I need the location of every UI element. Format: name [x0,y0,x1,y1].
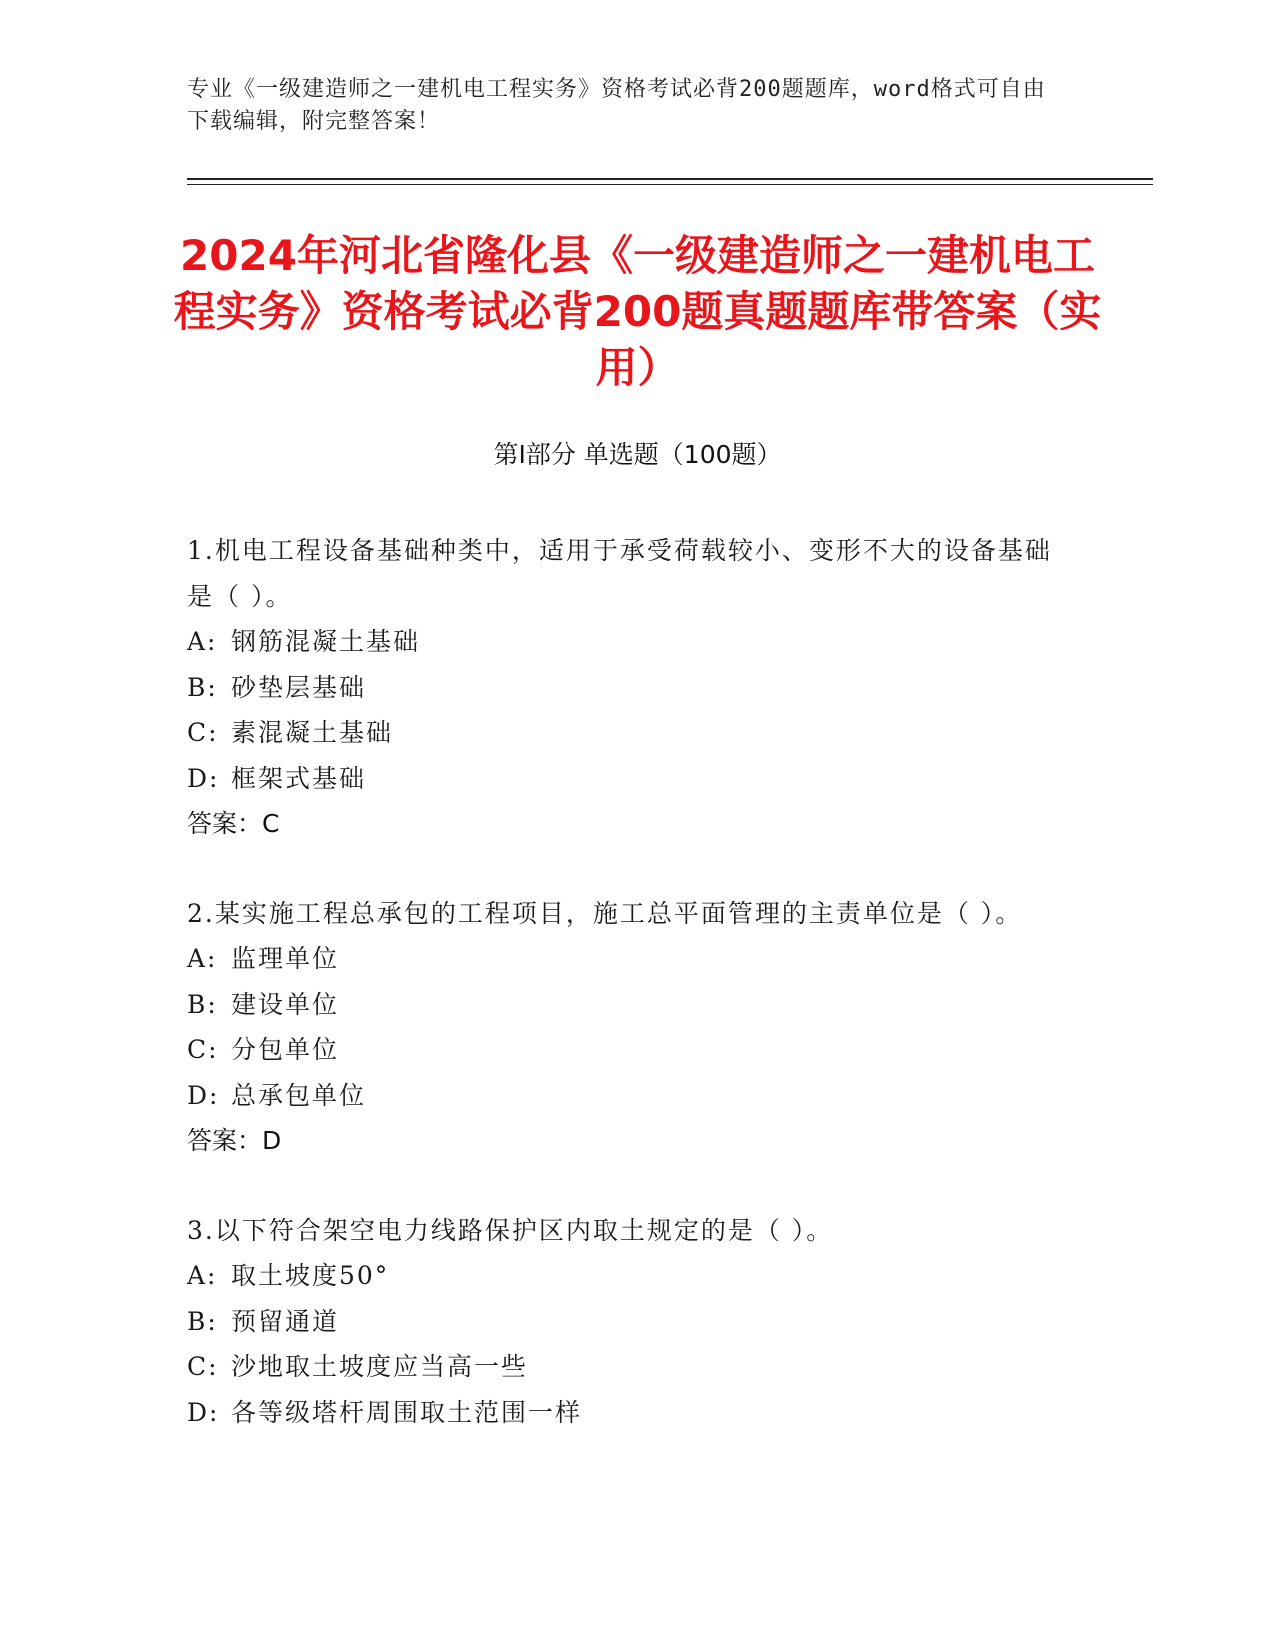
option-c [187,710,1067,756]
option-text: 分包单位 [231,1035,340,1064]
question-item [187,891,1067,1164]
option-text: 砂垫层基础 [231,672,367,702]
option-a [187,936,1067,982]
option-letter: C: [187,1035,219,1064]
question-item [187,528,1067,847]
option-letter: B: [187,1306,218,1336]
option-letter: C: [187,1352,219,1381]
option-letter: B: [187,672,218,702]
option-text: 建设单位 [231,989,340,1019]
option-letter: A: [187,627,218,656]
question-item [187,1208,1067,1436]
answer-line: 答案：D [187,1126,282,1155]
question-stem: 3.以下符合架空电力线路保护区内取土规定的是（ ）。 [187,1215,834,1245]
option-letter: D: [187,1397,220,1427]
option-letter: D: [187,763,220,793]
option-letter: B: [187,989,218,1019]
option-letter: D: [187,1080,220,1110]
option-text: 各等级塔杆周围取土范围一样 [231,1397,583,1427]
document-title: 2024年河北省隆化县《一级建造师之一建机电工程实务》资格考试必背200题真题题库带答案（实用） [173,231,1102,392]
option-text: 监理单位 [231,944,340,973]
answer-line: 答案：C [187,809,280,838]
option-a [187,1253,1067,1299]
question-stem: 1.机电工程设备基础种类中，适用于承受荷载较小、变形不大的设备基础是（ ）。 [187,536,1052,611]
question-list [187,528,1067,1479]
option-d [187,756,1067,802]
option-text: 钢筋混凝土基础 [231,627,421,656]
option-b [187,665,1067,711]
header-divider-thick [187,178,1153,180]
option-letter: C: [187,718,219,747]
option-b [187,982,1067,1028]
section-heading: 第Ⅰ部分 单选题（100题） [493,440,782,469]
option-letter: A: [187,1261,218,1290]
option-text: 沙地取土坡度应当高一些 [231,1352,529,1381]
header-note: 专业《一级建造师之一建机电工程实务》资格考试必背200题题库，word格式可自由下载编辑，附完整答案！ [187,77,1046,134]
option-b [187,1299,1067,1345]
option-text: 取土坡度50° [231,1261,390,1290]
option-letter: A: [187,944,218,973]
option-d [187,1390,1067,1436]
option-c [187,1027,1067,1073]
option-text: 素混凝土基础 [231,718,394,747]
option-a [187,619,1067,665]
option-d [187,1073,1067,1119]
option-text: 总承包单位 [231,1080,367,1110]
option-c [187,1344,1067,1390]
option-text: 预留通道 [231,1306,340,1336]
header-divider-thin [187,184,1153,185]
question-stem: 2.某实施工程总承包的工程项目，施工总平面管理的主责单位是（ ）。 [187,898,1023,928]
option-text: 框架式基础 [231,763,367,793]
